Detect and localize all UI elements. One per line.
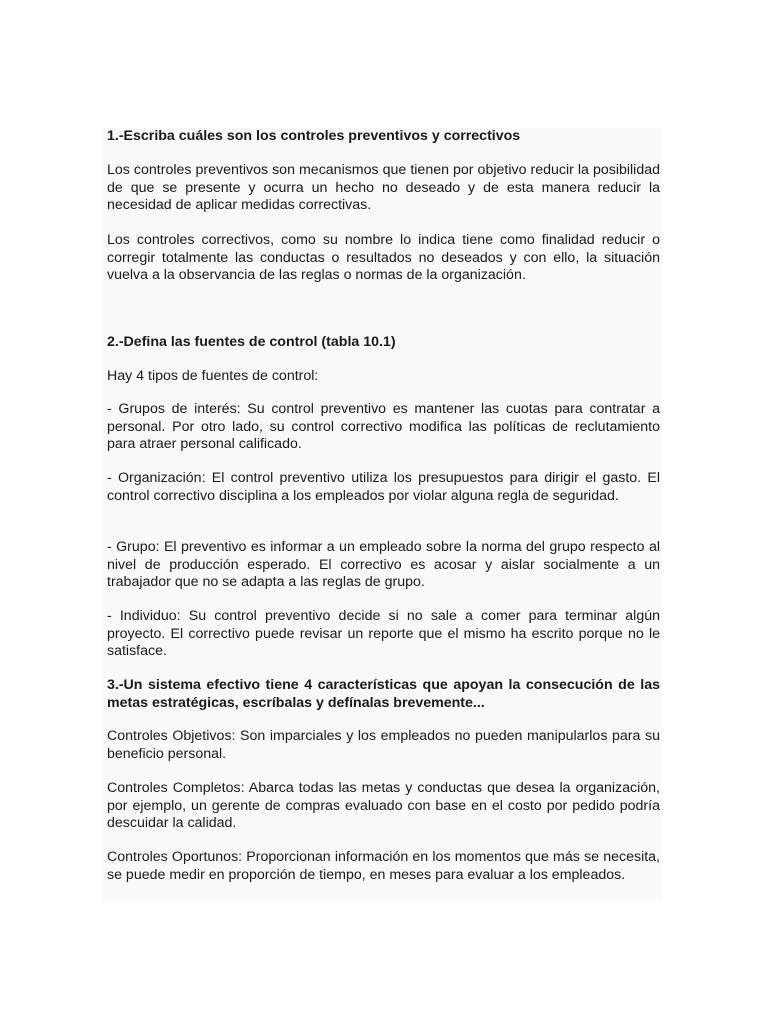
section-2-paragraph-individuo: - Individuo: Su control preventivo decide si no sale a comer para terminar algún proyecto. El correctivo puede revisar un reporte que el mismo ha escrito porque no le satisface. <box>107 608 660 660</box>
section-2-paragraph-grupo: - Grupo: El preventivo es informar a un empleado sobre la norma del grupo respecto al nivel de producción esperado. El correctivo es acosar y aislar socialmente a un trabajador que no se adapta a las reglas de grupo. <box>107 539 660 591</box>
section-2-paragraph-grupos-interes: - Grupos de interés: Su control preventivo es mantener las cuotas para contratar a personal. Por otro lado, su control correctivo modifica las políticas de reclutamiento para atraer personal calificado. <box>107 401 660 453</box>
section-1-paragraph-correctivos: Los controles correctivos, como su nombre lo indica tiene como finalidad reducir o corregir totalmente las conductas o resultados no deseados y con ello, la situación vuelva a la observancia de las reglas o normas de la organización. <box>107 232 660 284</box>
section-1-paragraph-preventivos: Los controles preventivos son mecanismos que tienen por objetivo reducir la posibilidad de que se presente y ocurra un hecho no deseado y de esta manera reducir la necesidad de aplicar medidas correctivas. <box>107 162 660 214</box>
document-body <box>102 128 662 900</box>
section-3-paragraph-oportunos: Controles Oportunos: Proporcionan información en los momentos que más se necesita, se puede medir en proporción de tiempo, en meses para evaluar a los empleados. <box>107 849 660 883</box>
section-1-heading: 1.-Escriba cuáles son los controles preventivos y correctivos <box>107 128 521 144</box>
section-3-paragraph-objetivos: Controles Objetivos: Son imparciales y los empleados no pueden manipularlos para su beneficio personal. <box>107 728 660 762</box>
section-2-heading: 2.-Defina las fuentes de control (tabla 10.1) <box>107 334 396 350</box>
section-3-heading: 3.-Un sistema efectivo tiene 4 características que apoyan la consecución de las metas estratégicas, escríbalas y defínalas brevemente... <box>107 677 660 711</box>
section-3-paragraph-completos: Controles Completos: Abarca todas las metas y conductas que desea la organización, por ejemplo, un gerente de compras evaluado con base en el costo por pedido podría descuidar la calidad. <box>107 780 660 832</box>
section-2-paragraph-organizacion: - Organización: El control preventivo utiliza los presupuestos para dirigir el gasto. El control correctivo disciplina a los empleados por violar alguna regla de seguridad. <box>107 470 660 504</box>
section-2-paragraph-intro: Hay 4 tipos de fuentes de control: <box>107 368 319 384</box>
